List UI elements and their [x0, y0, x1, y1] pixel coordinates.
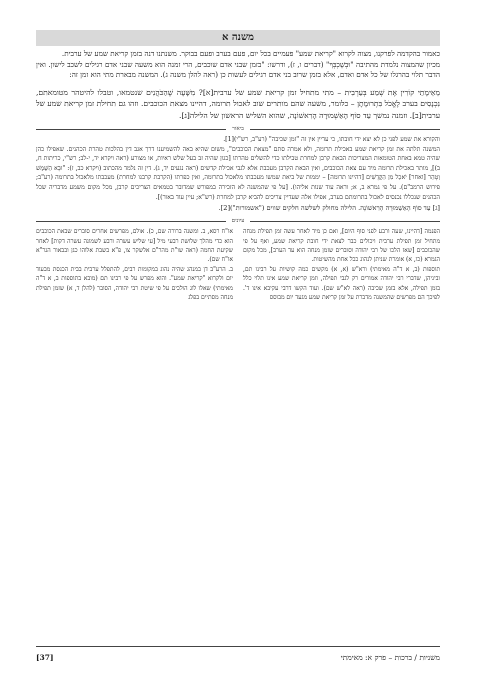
note-paragraph: הפנמה [דהיינו, שעה ורבע לפני סוף היום], ואם כן מיד לאחר עשה זמן תפילת מנחה מתחיל זמן תפילת ערבית ויכולים כבר לצאת ידי חובת קריאת שמע, ואף על פי שהכוכבים [שאז הלכו של רבי יהודה וסוברים שזמן מנחה הוא עד הערב], מכל מקום הגמרא (כו, א) אומרת שניתן לנהוג ככל אחת מהשיטות. — [243, 228, 440, 264]
mishna-heading: משנה א — [36, 30, 440, 46]
notes-column-left — [36, 227, 233, 302]
commentary-paragraph: והקורא את שמע לפני כן לא יצא ידי חובתו, כי עדיין אין זה "זמן שכיבה" (רע"ב, רש"י)[1]. — [223, 136, 440, 143]
note-paragraph: ב. הרע"ב דן במנהג שהיה נהוג במקומות רבים, להתפלל ערבית בבית הכנסת מבעוד יום ולקרוא "קריאת שמע". והוא מפרש על פי רבינו תם (מובא בתוספות ב, א ד"ה מאימתי) שאלו לוג הולכים על פי שיטת רבי יהודה, הסובר (להלן ד, א) שזמן תפילת מנחה מסתיים בפלג — [36, 265, 233, 301]
mishna-text: מֵאֵימָתַי קוֹרִין אֶת שְׁמַע בְּעַרְבִית – מתי מתחיל זמן קריאת שמע של ערבית[א]? מִשָּׁעָה שֶׁהַכֹּהֲנִים שנטמאו, וטבלו להיטהר מטומאתם, נִכְנָסִים בערב לֶאֱכֹל בִּתְרוּמָתָן – כלומר, משעה שהם מותרים שוב לאכול תרומה, דהיינו מצאת הכוכבים. וזהו גם תחילת זמן קריאת שמע של ערבית[ב]. וזמנה נמשך עַד סוֹף הָאַשְׁמוּרָה הָרִאשׁוֹנָה, שהוא השליש הראשון של הלילה[ג]. — [36, 87, 440, 120]
intro-text — [36, 49, 440, 81]
commentary-divider — [36, 126, 440, 132]
page — [36, 30, 440, 670]
commentary — [36, 135, 440, 202]
notes-column-right — [243, 227, 440, 302]
note-paragraph: תוספות (ב, א ד"ה מאימתי) ורא"ש (א, א) מקשים כמה קושיות על רבינו תם, וביניהן, שדברי רבי יהודה אמורים רק לגבי תפילה, וזמן קריאת שמע אינו תלוי כלל בזמן תפילה, אלא בזמן שכיבה (ראה לא"ש שם). ועוד הקשו דרבי עקיבא אינו ד'. לפיכך הם מפרשים שהמשנה מדברת על זמן קריאת שמע מגעד יום מבוסס — [243, 265, 440, 301]
commentary-label: ביאור — [232, 126, 244, 132]
intro-paragraph: מכיון שהמצוה נלמדת מהתיבה "וּבְשָׁכְבְּךָ" (דברים ו, ז), ודרשו: "בזמן שבני אדם שוכבים, הרי זמנה הוא משעה שבני אדם רגילים לשכב לישון. ואין הדבר תלוי בהרגלו של כל אדם ואדם, אלא בזמן שרוב בני אדם רגילים לעשות כן (ראה להלן משנה ג). המשנה מבארת מתי הוא זמן זה: — [36, 59, 440, 80]
note-paragraph: או"ח רסא, ב. ומשנה ברורה שם, כ). אולם, מפרשים אחרים סוברים שבאת הכוכבים הוא כדי מהלך שלושת רבעי מיל [עי שליש עשרה ורבע לשמונה עשרה דקות] לאחר שקיעת החמה (ראה שו"ת מהר"ם אלשקר צו, פ"א בשבת אלוהו כגן ובבאור הגר"א או"ח שם). — [36, 228, 233, 264]
notes-columns — [36, 227, 440, 302]
footer-title: משניות / ברכות – פרק א: מאימתי — [340, 652, 440, 662]
notes-divider — [36, 218, 440, 224]
page-footer — [36, 650, 440, 664]
sub-heading: [ג] עַד סוֹף הָאַשְׁמוּרָה הָרִאשׁוֹנָה. הלילה מחולק לשלשה חלקים שווים ("אשמורות")[2]. — [218, 204, 440, 213]
page-number: [37] — [36, 652, 54, 662]
commentary-paragraph: המשנה תלתה את זמן קריאת שמע באכילת תרומה, ולא אמרה סתם "מצאת הכוכבים", משום שהיא באה להשמיענו דרך אגב דין בהלכות טהרת הכהנים. שאפילו כהן שהיה טמא באחת הטומאות המצריכות הבאת קרבן למחרת טבילתו כדי להשלים טהרתו [כגון שהיה זב בעל שלש ראיות, או מצורע (ראה ויקרא יד, י-לב; רש"י, כריתות ח, ב)], מותר באכילת תרומה מיד עם צאת הכוכבים, ואין הבאת הקרבן מעכבת אלא לגבי אכילת קדשים (ראה נגעים יד, ג). דין זה נלמד מהכתוב (ויקרא כב, ז): "וּבָא הַשֶּׁמֶשׁ וְטָהֵר [ואחר] יֹאכַל מִן הַקֳּדָשִׁים [דהיינו תרומה] – יממות של ביאת שמשו מעכבתו מלאכול בתרומה, ואין כפרתו (הקרבת קרבנו למחרת) מעכבתו מלאכול בתרומה (רע"ב; פירוש הרמב"ם). על פי גמרא ב, א; וראה עוד שנות אליהו). [על פי שהמשנה לא הזכירה במפורש שמדובר בטמאים הצריכים קרבן, מכל מקום משמע מדבריה שכל הכהנים שנכללו נכנסים לאכול בתרומתם בערב, אפילו אלה שעדיין צריכים להביא קרבן למחרת (רש"א; עיין עוד באור)]. — [36, 145, 440, 201]
notes-label: עיונים — [231, 218, 245, 225]
intro-paragraph: כאמור בהקדמה לפרקנו, מצוה לקרוא "קריאת שמע" פעמיים בכל יום, פעם בערב ופעם בבוקר. משנתנו דנה בזמן קריאת שמע של ערבית. — [61, 49, 440, 58]
